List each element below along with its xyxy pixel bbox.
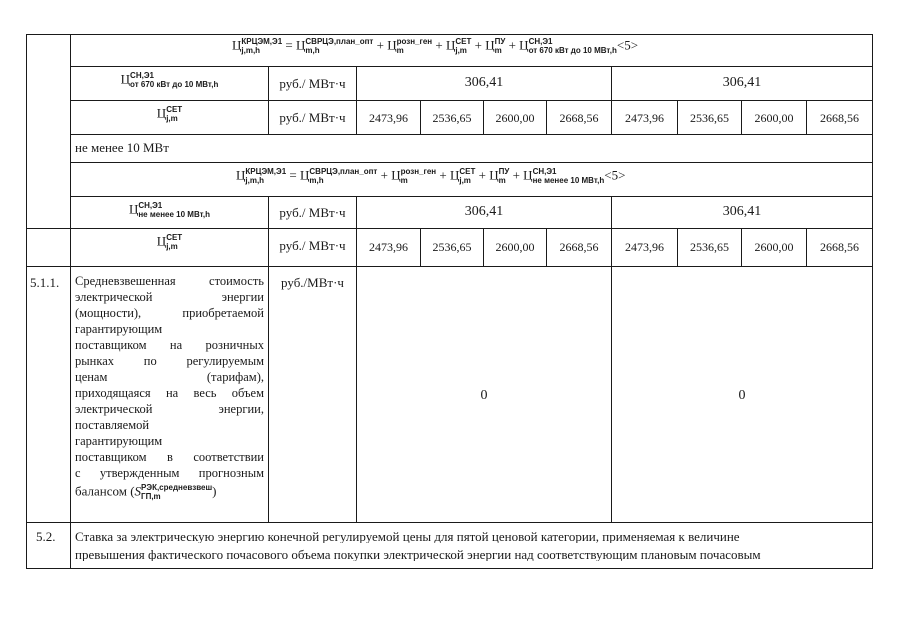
value-cell: 2600,00: [754, 240, 794, 254]
value-cell: 2473,96: [625, 240, 664, 254]
value-right: 0: [738, 388, 746, 403]
value-left: 306,41: [464, 75, 504, 90]
unit-label: руб./ МВт·ч: [279, 238, 346, 253]
value-cell: 2473,96: [369, 240, 408, 254]
description-line: Средневзвешенная стоимость: [75, 274, 264, 288]
symbol-set-10: Ц СЕТ j,m: [156, 233, 183, 251]
item-number: 5.2.: [36, 529, 56, 544]
value-cell: 2668,56: [559, 240, 599, 254]
rule: [70, 134, 873, 135]
description-line: гарантирующим: [75, 434, 163, 448]
value-cell: 2473,96: [369, 111, 408, 125]
rule: [70, 66, 873, 67]
rule: [26, 34, 873, 35]
value-cell: 2668,56: [820, 111, 859, 125]
rule: [26, 266, 873, 267]
value-cell: 2600,00: [495, 111, 535, 125]
value-cell: 2473,96: [625, 111, 664, 125]
value-cell: 2600,00: [495, 240, 535, 254]
unit-label: руб./МВт·ч: [281, 275, 344, 290]
rule: [70, 162, 873, 163]
description-line: электрической энергии: [75, 290, 264, 304]
rule: [26, 34, 27, 568]
item-number: 5.1.1.: [30, 275, 60, 290]
item-52-line: Ставка за электрическую энергию конечной регулируемой цены для пятой ценовой категории, применяемая к величине: [75, 530, 740, 543]
value-left: 306,41: [464, 204, 504, 219]
symbol-set-670: Ц СЕТ j,m: [156, 105, 183, 123]
rule: [872, 34, 873, 568]
value-cell: 2536,65: [690, 111, 729, 125]
description-line: (мощности), приобретаемой: [75, 306, 264, 320]
unit-label: руб./ МВт·ч: [279, 110, 346, 125]
description-line: приходящаяся на весь объем: [75, 386, 264, 400]
rule: [26, 228, 873, 229]
value-left: 0: [480, 388, 488, 403]
description-line: электрической энергии,: [75, 402, 264, 416]
description-line: поставляемой: [75, 418, 150, 432]
formula-670-kw-10-mw: Ц КРЦЭМ,Э1 j,m,h = Ц СВРЦЭ,план_опт m,h + Ц розн_ген m + Ц СЕТ j,m + Ц ПУ m + Ц СН,Э1 от 670 кВт до 10 МВт,h <5>: [232, 37, 639, 55]
value-right: 306,41: [722, 75, 762, 90]
description-line: с утвержденным прогнозным: [75, 466, 264, 480]
description-line: ценам (тарифам),: [75, 370, 264, 384]
value-cell: 2600,00: [754, 111, 794, 125]
value-cell: 2668,56: [820, 240, 859, 254]
rule: [26, 522, 873, 523]
description-line: поставщиком в соответствии: [75, 450, 264, 464]
value-cell: 2668,56: [559, 111, 599, 125]
section-label-10-mw: не менее 10 МВт: [75, 140, 169, 155]
unit-label: руб./ МВт·ч: [279, 76, 346, 91]
description-line: гарантирующим: [75, 322, 163, 336]
symbol-sn-e1-670: Ц СН,Э1 от 670 кВт до 10 МВт,h: [120, 71, 219, 89]
description-line: поставщиком на розничных: [75, 338, 264, 352]
rule: [70, 196, 873, 197]
value-right: 306,41: [722, 204, 762, 219]
description-line: рынках по регулируемым: [75, 354, 264, 368]
rule: [26, 568, 873, 569]
value-cell: 2536,65: [432, 240, 472, 254]
description-last-line: балансом (S РЭК,средневзвеш ГП,m ): [75, 483, 217, 501]
item-52-line: превышения фактического почасового объема покупки электрической энергии над соответствующим плановым почасовым: [75, 548, 761, 561]
value-cell: 2536,65: [432, 111, 472, 125]
rule: [70, 100, 873, 101]
value-cell: 2536,65: [690, 240, 729, 254]
unit-label: руб./ МВт·ч: [279, 205, 346, 220]
formula-10-mw: Ц КРЦЭМ,Э1 j,m,h = Ц СВРЦЭ,план_опт m,h + Ц розн_ген m + Ц СЕТ j,m + Ц ПУ m + Ц СН,Э1 не менее 10 МВт,h <5>: [236, 167, 626, 185]
symbol-sn-e1-10: Ц СН,Э1 не менее 10 МВт,h: [128, 201, 211, 219]
